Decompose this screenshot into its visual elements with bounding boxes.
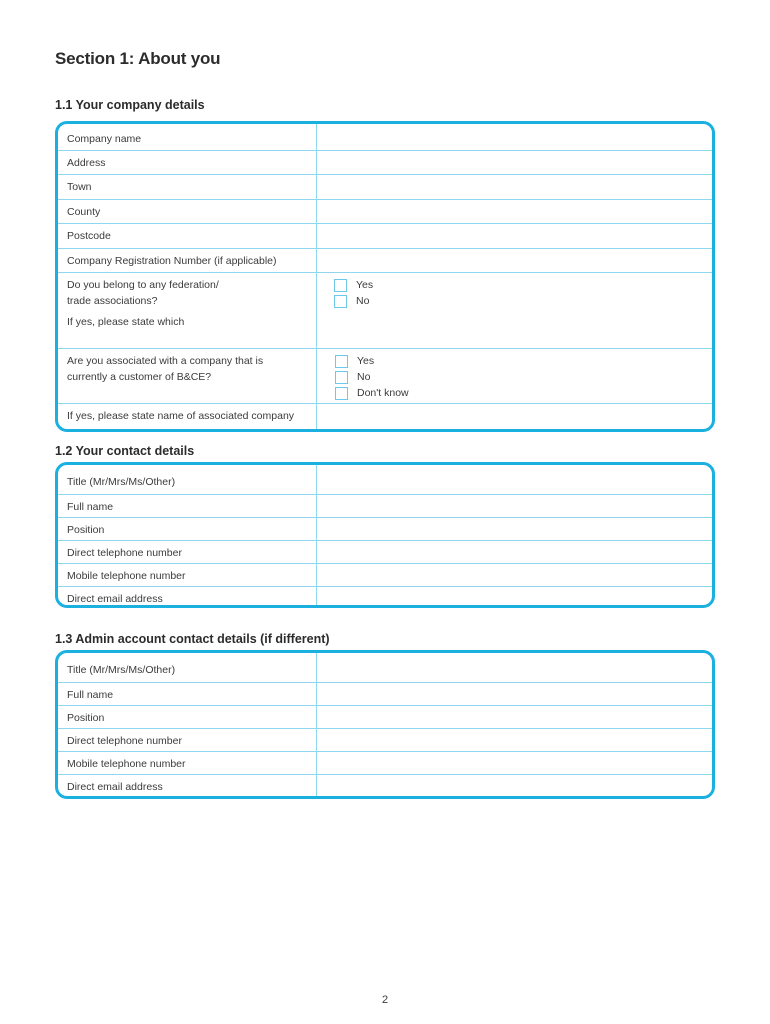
contact-row [58,541,712,564]
company-name-label: Company name [58,124,317,150]
admin-details-box [55,650,715,799]
contact-row [58,518,712,541]
admin-row-label: Position [58,706,317,728]
row-associated [58,349,712,404]
admin-row-label: Direct telephone number [58,729,317,751]
company-details-box [55,121,715,432]
address-input[interactable] [333,157,712,173]
county-label: County [58,200,317,223]
contact-row-label: Position [58,518,317,540]
registration-input[interactable] [333,255,712,271]
contact-row-input[interactable] [333,547,712,563]
federation-no-option[interactable] [334,293,712,309]
associated-no-label: No [357,371,371,383]
admin-row-input[interactable] [333,735,712,751]
admin-row-label: Full name [58,683,317,705]
registration-label: Company Registration Number (if applicable) [58,249,317,272]
admin-row [58,683,712,706]
row-associated-name [58,404,712,429]
federation-question-line2: trade associations? [67,295,158,307]
associated-no-checkbox[interactable] [335,371,348,384]
row-postcode [58,224,712,249]
admin-row-label: Mobile telephone number [58,752,317,774]
row-federation [58,273,712,349]
contact-row [58,495,712,518]
contact-row-label: Full name [58,495,317,517]
contact-row-input[interactable] [333,593,712,608]
contact-row-input[interactable] [333,524,712,540]
associated-question-line2: currently a customer of B&CE? [67,371,212,383]
admin-row [58,775,712,798]
contact-row-input[interactable] [333,476,712,492]
row-county [58,200,712,224]
associated-yes-option[interactable] [335,353,712,369]
associated-dont-know-label: Don't know [357,387,409,399]
admin-row [58,752,712,775]
contact-row [58,587,712,608]
page-number: 2 [381,994,389,1006]
federation-yes-label: Yes [356,279,374,291]
company-name-input[interactable] [333,133,712,149]
admin-row-label: Direct email address [58,775,317,798]
admin-details-title: 1.3 Admin account contact details (if different) [55,632,330,646]
federation-no-label: No [356,295,370,307]
postcode-input[interactable] [333,230,712,246]
contact-row [58,564,712,587]
contact-details-box [55,462,715,608]
admin-row-input[interactable] [333,712,712,728]
contact-row-label: Mobile telephone number [58,564,317,586]
town-input[interactable] [333,181,712,197]
admin-row [58,706,712,729]
row-address [58,151,712,175]
contact-row-label: Title (Mr/Mrs/Ms/Other) [58,465,317,494]
federation-yes-option[interactable] [334,277,712,293]
associated-dont-know-option[interactable] [335,385,712,401]
admin-row-input[interactable] [333,689,712,705]
contact-row-label: Direct telephone number [58,541,317,563]
contact-row-input[interactable] [333,501,712,517]
contact-row-label: Direct email address [58,587,317,608]
associated-no-option[interactable] [335,369,712,385]
admin-row-input[interactable] [333,758,712,774]
row-town [58,175,712,200]
associated-name-input[interactable] [333,410,712,426]
federation-yes-checkbox[interactable] [334,279,347,292]
postcode-label: Postcode [58,224,317,248]
associated-dont-know-checkbox[interactable] [335,387,348,400]
row-company-name [58,124,712,151]
section-title: Section 1: About you [55,49,221,68]
town-label: Town [58,175,317,199]
county-input[interactable] [333,206,712,222]
admin-row-input[interactable] [333,781,712,797]
federation-question-line1: Do you belong to any federation/ [67,279,219,291]
admin-row-input[interactable] [333,664,712,680]
contact-details-title: 1.2 Your contact details [55,444,195,458]
federation-which-label: If yes, please state which [67,316,185,328]
associated-question-line1: Are you associated with a company that is [67,355,264,367]
contact-row-input[interactable] [333,570,712,586]
associated-yes-label: Yes [357,355,375,367]
admin-row-label: Title (Mr/Mrs/Ms/Other) [58,653,317,682]
associated-name-label: If yes, please state name of associated company [58,404,317,429]
address-label: Address [58,151,317,174]
row-registration [58,249,712,273]
admin-row [58,729,712,752]
associated-yes-checkbox[interactable] [335,355,348,368]
company-details-title: 1.1 Your company details [55,98,205,112]
contact-row [58,465,712,495]
admin-row [58,653,712,683]
federation-no-checkbox[interactable] [334,295,347,308]
